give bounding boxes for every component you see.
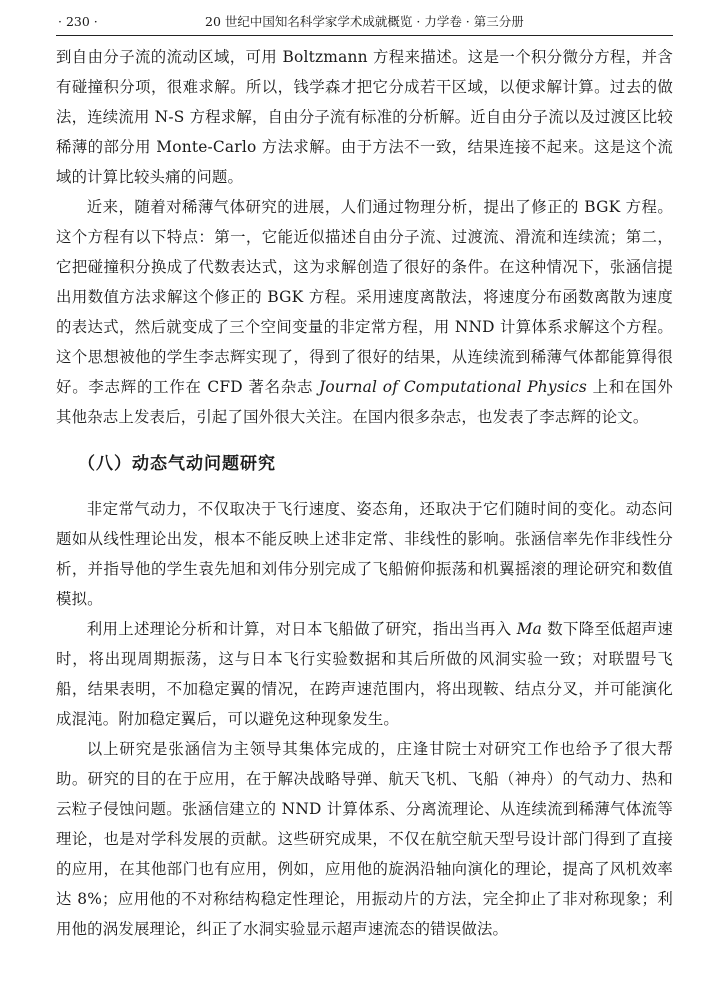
- section-heading: （八）动态气动问题研究: [78, 454, 276, 474]
- paragraph-bgk-text-1: 近来，随着对稀薄气体研究的进展，人们通过物理分析，提出了修正的 BGK 方程。这个方程有以下特点：第一，它能近似描述自由分子流、过渡流、滑流和连续流；第二，它把碰撞积分换成了代数表达式，这为求解创造了很好的条件。在这种情况下，张涵信提出用数值方法求解这个修正的 BGK 方程。采用速度离散法，将速度分布函数离散为速度的表达式，然后就变成了三个空间变量的非定常方程，用 NND 计算体系求解这个方程。这个思想被他的学生李志辉实现了，得到了很好的结果，从连续流到稀薄气体都能算得很好。李志辉的工作在 CFD 著名杂志: [56, 198, 673, 396]
- paragraph-spacecraft-text-2: 数下降至低超声速时，将出现周期振荡，这与日本飞行实验数据和其后所做的风洞实验一致；对联盟号飞船，结果表明，不加稳定翼的情况，在跨声速范围内，将出现鞍、结点分叉，并可能演化成混沌。附加稳定翼后，可以避免这种现象发生。: [56, 620, 673, 728]
- paragraph-bgk-text-2: 上和在国外其他杂志上发表后，引起了国外很大关注。在国内很多杂志，也发表了李志辉的论文。: [56, 378, 673, 426]
- mach-symbol: Ma: [516, 620, 543, 638]
- running-title: 20 世纪中国知名科学家学术成就概览 · 力学卷 · 第三分册: [205, 14, 524, 29]
- page-number: · 230 ·: [58, 14, 98, 29]
- journal-title: Journal of Computational Physics: [318, 378, 587, 396]
- running-header: [56, 14, 673, 36]
- paragraph-spacecraft: [56, 614, 673, 734]
- page-body: [56, 42, 673, 944]
- paragraph-unsteady: 非定常气动力，不仅取决于飞行速度、姿态角，还取决于它们随时间的变化。动态问题如从线性理论出发，根本不能反映上述非定常、非线性的影响。张涵信率先作非线性分析，并指导他的学生袁先旭和刘伟分别完成了飞船俯仰振荡和机翼摇滚的理论研究和数值模拟。: [56, 500, 673, 608]
- paragraph-bgk: [56, 192, 673, 432]
- paragraph-summary: 以上研究是张涵信为主领导其集体完成的，庄逢甘院士对研究工作也给予了很大帮助。研究的目的在于应用，在于解决战略导弹、航天飞机、飞船（神舟）的气动力、热和云粒子侵蚀问题。张涵信建立的 NND 计算体系、分离流理论、从连续流到稀薄气体流等理论，也是对学科发展的贡献。这些研究成果，不仅在航空航天型号设计部门得到了直接的应用，在其他部门也有应用，例如，应用他的旋涡沿轴向演化的理论，提高了风机效率达 8%；应用他的不对称结构稳定性理论，用振动片的方法，完全抑止了非对称现象；利用他的涡发展理论，纠正了水洞实验显示超声速流态的错误做法。: [56, 740, 673, 938]
- paragraph-spacecraft-text-1: 利用上述理论分析和计算，对日本飞船做了研究，指出当再入: [86, 620, 517, 638]
- paragraph-continued: 到自由分子流的流动区域，可用 Boltzmann 方程来描述。这是一个积分微分方程，并含有碰撞积分项，很难求解。所以，钱学森才把它分成若干区域，以便求解计算。过去的做法，连续流用 N-S 方程求解，自由分子流有标准的分析解。近自由分子流以及过渡区比较稀薄的部分用 Monte-Carlo 方法求解。由于方法不一致，结果连接不起来。这是这个流域的计算比较头痛的问题。: [56, 48, 673, 186]
